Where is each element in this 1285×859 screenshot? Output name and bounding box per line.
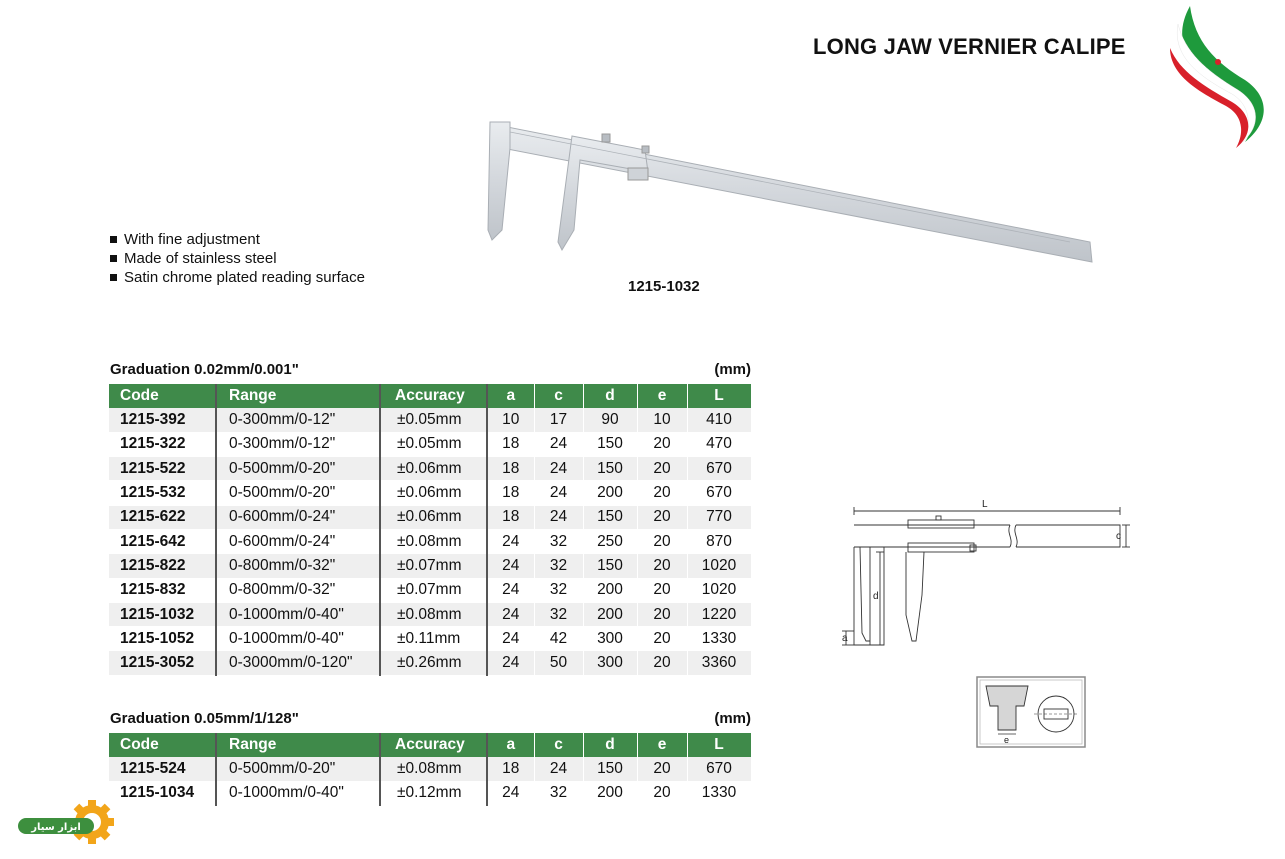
cell-range: 0-1000mm/0-40" [216, 781, 380, 805]
cell-accuracy: ±0.11mm [380, 627, 487, 651]
feature-item: Satin chrome plated reading surface [110, 268, 365, 287]
cell-l: 1020 [687, 554, 751, 578]
cell-l: 870 [687, 529, 751, 553]
cell-a: 24 [487, 529, 534, 553]
cell-c: 32 [534, 578, 583, 602]
cell-c: 24 [534, 505, 583, 529]
cell-e: 20 [637, 627, 687, 651]
col-header-c: c [534, 384, 583, 408]
col-header-e: e [637, 733, 687, 757]
cell-d: 150 [583, 554, 637, 578]
cell-l: 1020 [687, 578, 751, 602]
cell-a: 24 [487, 627, 534, 651]
cell-range: 0-500mm/0-20" [216, 757, 380, 781]
cell-range: 0-600mm/0-24" [216, 505, 380, 529]
table-row [109, 529, 751, 553]
table-row [109, 481, 751, 505]
cell-l: 770 [687, 505, 751, 529]
cell-range: 0-1000mm/0-40" [216, 602, 380, 626]
cell-l: 1330 [687, 781, 751, 805]
cell-c: 24 [534, 457, 583, 481]
cell-range: 0-500mm/0-20" [216, 457, 380, 481]
cell-accuracy: ±0.06mm [380, 457, 487, 481]
col-header-d: d [583, 733, 637, 757]
gear-logo-icon [16, 800, 114, 846]
cell-accuracy: ±0.05mm [380, 432, 487, 456]
col-header-code: Code [109, 733, 216, 757]
col-header-a: a [487, 384, 534, 408]
iran-flag-wave-icon [1160, 2, 1285, 152]
cell-e: 20 [637, 554, 687, 578]
table-row [109, 408, 751, 432]
graduation-label: Graduation 0.05mm/1/128" [110, 710, 299, 727]
cell-l: 1220 [687, 602, 751, 626]
cell-accuracy: ±0.07mm [380, 578, 487, 602]
cell-code: 1215-1032 [109, 602, 216, 626]
cell-range: 0-1000mm/0-40" [216, 627, 380, 651]
cell-e: 20 [637, 651, 687, 675]
table-row [109, 432, 751, 456]
cell-a: 18 [487, 481, 534, 505]
cell-accuracy: ±0.08mm [380, 602, 487, 626]
cell-d: 90 [583, 408, 637, 432]
cell-a: 18 [487, 457, 534, 481]
cell-e: 20 [637, 481, 687, 505]
col-header-c: c [534, 733, 583, 757]
cell-d: 200 [583, 481, 637, 505]
col-header-l: L [687, 384, 751, 408]
cell-code: 1215-524 [109, 757, 216, 781]
cell-d: 300 [583, 651, 637, 675]
col-header-e: e [637, 384, 687, 408]
caliper-dimension-drawing [840, 495, 1130, 655]
col-header-d: d [583, 384, 637, 408]
cell-e: 20 [637, 505, 687, 529]
cell-e: 20 [637, 602, 687, 626]
table-row [109, 651, 751, 675]
table-header-row [109, 733, 751, 757]
table-row [109, 602, 751, 626]
cell-l: 410 [687, 408, 751, 432]
table-row [109, 757, 751, 781]
cell-accuracy: ±0.07mm [380, 554, 487, 578]
cell-e: 20 [637, 529, 687, 553]
dim-label-a: a [842, 633, 848, 644]
cell-code: 1215-1034 [109, 781, 216, 805]
dim-label-e: e [1004, 735, 1010, 745]
cell-c: 17 [534, 408, 583, 432]
cell-a: 24 [487, 781, 534, 805]
cell-a: 24 [487, 651, 534, 675]
cell-accuracy: ±0.08mm [380, 529, 487, 553]
cell-accuracy: ±0.12mm [380, 781, 487, 805]
cell-e: 20 [637, 432, 687, 456]
cell-l: 1330 [687, 627, 751, 651]
cell-code: 1215-622 [109, 505, 216, 529]
table-row [109, 505, 751, 529]
spec-table-1 [109, 384, 752, 676]
cell-range: 0-800mm/0-32" [216, 554, 380, 578]
cell-a: 18 [487, 505, 534, 529]
col-header-range: Range [216, 733, 380, 757]
cell-e: 20 [637, 578, 687, 602]
cell-d: 250 [583, 529, 637, 553]
col-header-a: a [487, 733, 534, 757]
feature-item: With fine adjustment [110, 230, 365, 249]
unit-label: (mm) [714, 361, 751, 378]
dim-label-c: c [1116, 531, 1121, 542]
col-header-accuracy: Accuracy [380, 733, 487, 757]
cell-d: 150 [583, 457, 637, 481]
cell-l: 670 [687, 757, 751, 781]
cell-c: 32 [534, 602, 583, 626]
table2-heading [110, 710, 751, 730]
table-row [109, 578, 751, 602]
cell-range: 0-500mm/0-20" [216, 481, 380, 505]
col-header-code: Code [109, 384, 216, 408]
cell-accuracy: ±0.05mm [380, 408, 487, 432]
spec-table-2 [109, 733, 752, 806]
cell-d: 300 [583, 627, 637, 651]
cell-l: 670 [687, 481, 751, 505]
cell-l: 670 [687, 457, 751, 481]
cell-d: 200 [583, 578, 637, 602]
cell-c: 24 [534, 481, 583, 505]
cell-range: 0-600mm/0-24" [216, 529, 380, 553]
cell-c: 32 [534, 554, 583, 578]
cell-range: 0-800mm/0-32" [216, 578, 380, 602]
cell-code: 1215-522 [109, 457, 216, 481]
table-row [109, 627, 751, 651]
col-header-l: L [687, 733, 751, 757]
table-header-row [109, 384, 751, 408]
cell-l: 3360 [687, 651, 751, 675]
cell-accuracy: ±0.08mm [380, 757, 487, 781]
table-row [109, 457, 751, 481]
cell-c: 32 [534, 781, 583, 805]
cell-a: 24 [487, 578, 534, 602]
cell-a: 24 [487, 602, 534, 626]
col-header-accuracy: Accuracy [380, 384, 487, 408]
cell-range: 0-300mm/0-12" [216, 432, 380, 456]
cell-d: 200 [583, 781, 637, 805]
cell-d: 150 [583, 505, 637, 529]
cell-a: 18 [487, 432, 534, 456]
cell-c: 32 [534, 529, 583, 553]
feature-list [110, 230, 365, 287]
cell-e: 10 [637, 408, 687, 432]
unit-label: (mm) [714, 710, 751, 727]
cell-a: 10 [487, 408, 534, 432]
cell-c: 50 [534, 651, 583, 675]
cell-code: 1215-3052 [109, 651, 216, 675]
cell-range: 0-300mm/0-12" [216, 408, 380, 432]
cell-code: 1215-532 [109, 481, 216, 505]
feature-item: Made of stainless steel [110, 249, 365, 268]
cell-code: 1215-392 [109, 408, 216, 432]
cell-accuracy: ±0.06mm [380, 505, 487, 529]
cell-code: 1215-322 [109, 432, 216, 456]
cell-accuracy: ±0.26mm [380, 651, 487, 675]
table1-heading [110, 361, 751, 381]
cell-c: 42 [534, 627, 583, 651]
shop-logo-text: ابزار سیار [31, 822, 81, 833]
cell-c: 24 [534, 757, 583, 781]
cell-code: 1215-1052 [109, 627, 216, 651]
cell-range: 0-3000mm/0-120" [216, 651, 380, 675]
photo-caption: 1215-1032 [628, 278, 700, 295]
table-row [109, 554, 751, 578]
dim-label-d: d [873, 591, 879, 602]
cell-e: 20 [637, 457, 687, 481]
cell-e: 20 [637, 781, 687, 805]
cell-d: 150 [583, 432, 637, 456]
cell-d: 200 [583, 602, 637, 626]
cell-d: 150 [583, 757, 637, 781]
cell-accuracy: ±0.06mm [380, 481, 487, 505]
cell-c: 24 [534, 432, 583, 456]
cell-code: 1215-642 [109, 529, 216, 553]
cell-e: 20 [637, 757, 687, 781]
table-row [109, 781, 751, 805]
cell-a: 18 [487, 757, 534, 781]
cell-code: 1215-832 [109, 578, 216, 602]
col-header-range: Range [216, 384, 380, 408]
caliper-photo [470, 110, 1100, 270]
cell-code: 1215-822 [109, 554, 216, 578]
cell-a: 24 [487, 554, 534, 578]
dim-label-l: L [982, 499, 988, 510]
cell-l: 470 [687, 432, 751, 456]
graduation-label: Graduation 0.02mm/0.001" [110, 361, 299, 378]
jaw-section-view [976, 676, 1086, 748]
page-title: LONG JAW VERNIER CALIPE [813, 34, 1126, 59]
